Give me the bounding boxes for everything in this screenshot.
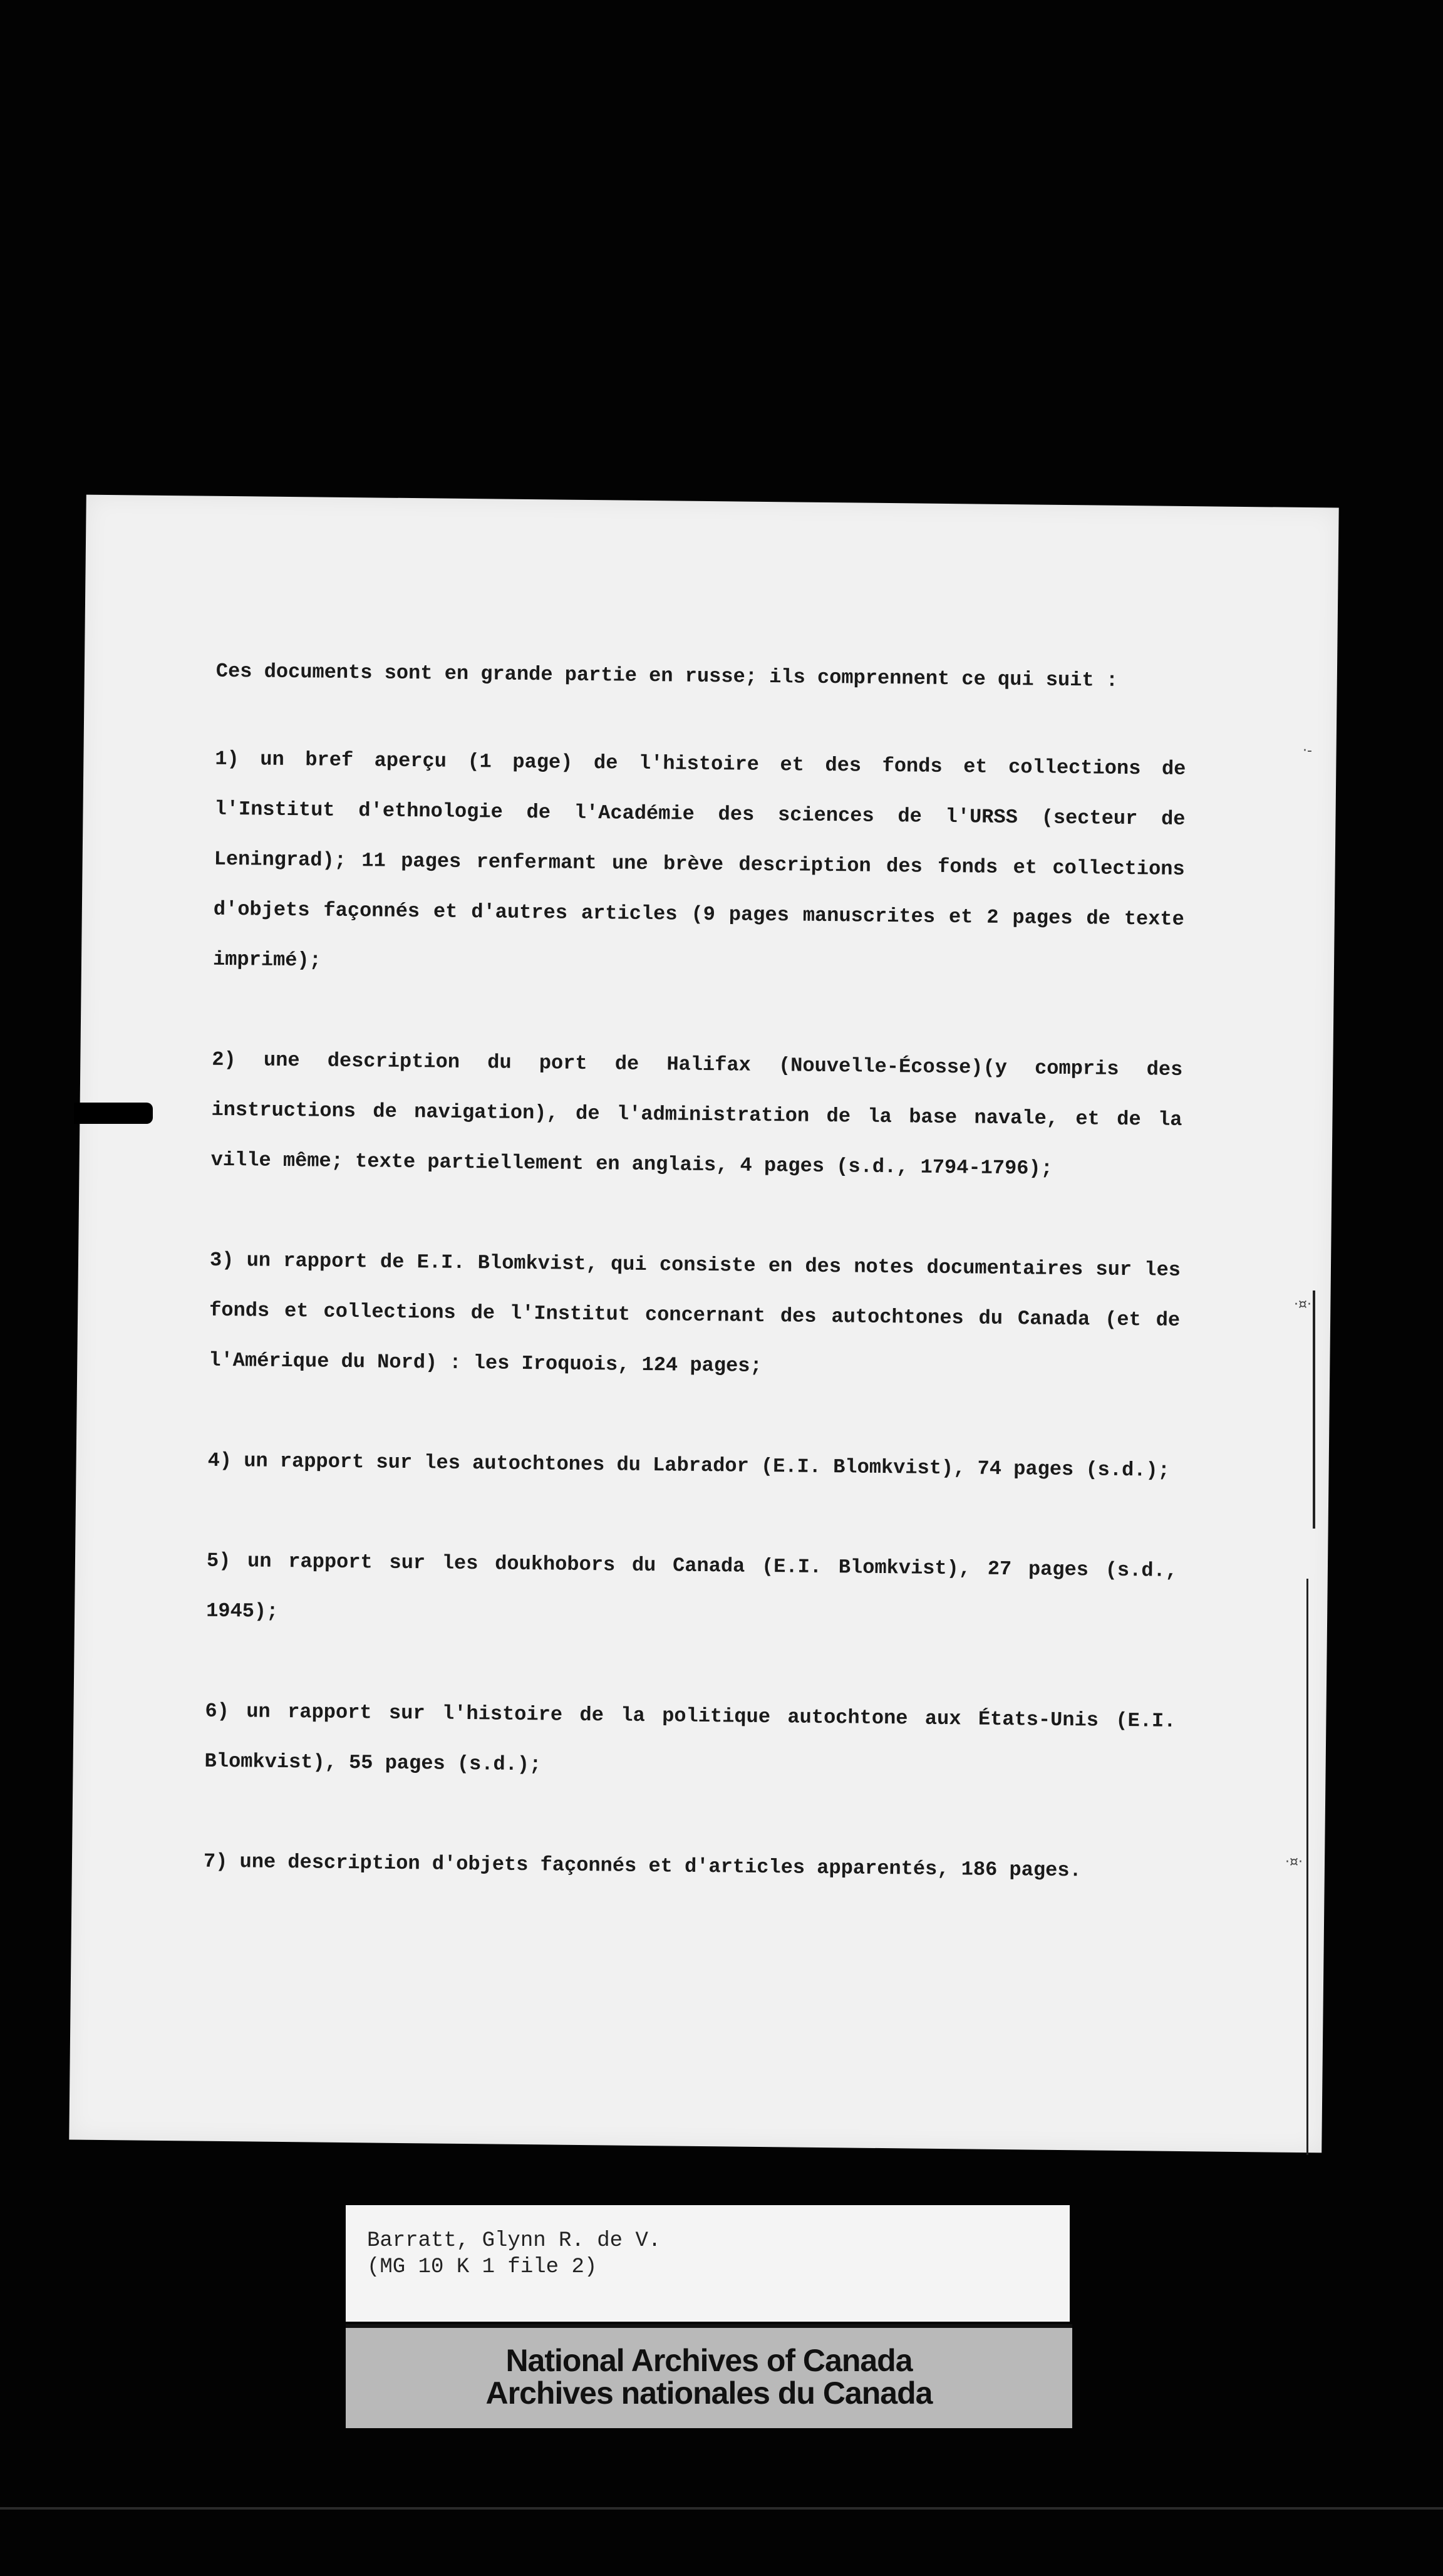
film-speck-2: ·¤·	[1294, 1297, 1311, 1312]
frame-marker-arrow	[74, 1103, 153, 1124]
archives-name-english: National Archives of Canada	[505, 2343, 913, 2378]
list-item-7: 7) une description d'objets façonnés et d'articles apparentés, 186 pages.	[203, 1849, 1082, 1883]
list-item-6: 6) un rapport sur l'histoire de la politique autochtone aux États-Unis (E.I. Blomkvist), 55 pages (s.d.);	[204, 1699, 1176, 1777]
page-edge-mark-lower	[1306, 1579, 1308, 2155]
film-speck-3: ·¤·	[1285, 1854, 1303, 1870]
list-item-3: 3) un rapport de E.I. Blomkvist, qui consiste en des notes documentaires sur les fonds et collections de l'Institut concernant des autochtones du Canada (et de l'Amérique du Nord) : les Iroquois, 124 pages;	[209, 1248, 1181, 1378]
film-speck-1: ·-	[1303, 743, 1312, 759]
page-edge-mark	[1313, 1291, 1315, 1529]
archives-banner	[346, 2324, 1072, 2428]
list-item-2: 2) une description du port de Halifax (Nouvelle-Écosse)(y compris des instructions de navigation), de l'administration de la base navale, et de la ville même; texte partiellement en anglais, 4 pages (s.d., 1794-1796);	[210, 1047, 1183, 1180]
archives-banner-text	[346, 2344, 1072, 2409]
film-edge-strip	[0, 2507, 1443, 2510]
document-page	[69, 495, 1338, 2153]
label-author: Barratt, Glynn R. de V.	[367, 2229, 661, 2253]
archives-name-french: Archives nationales du Canada	[485, 2376, 933, 2411]
document-body	[204, 647, 1187, 1897]
list-item-1: 1) un bref aperçu (1 page) de l'histoire et des fonds et collections de l'Institut d'ethnologie de l'Académie des sciences de l'URSS (secteur de Leningrad); 11 pages renfermant une brève description des fonds et collections d'objets façonnés et d'autres articles (9 pages manuscrites et 2 pages de texte imprimé);	[212, 747, 1186, 972]
archive-label-card	[346, 2205, 1070, 2322]
label-file-ref: (MG 10 K 1 file 2)	[367, 2255, 597, 2279]
list-item-5: 5) un rapport sur les doukhobors du Canada (E.I. Blomkvist), 27 pages (s.d., 1945);	[205, 1549, 1178, 1623]
intro-paragraph: Ces documents sont en grande partie en russe; ils comprennent ce qui suit :	[215, 659, 1119, 692]
archive-label-text	[367, 2228, 661, 2280]
list-item-4: 4) un rapport sur les autochtones du Labrador (E.I. Blomkvist), 74 pages (s.d.);	[207, 1448, 1171, 1482]
